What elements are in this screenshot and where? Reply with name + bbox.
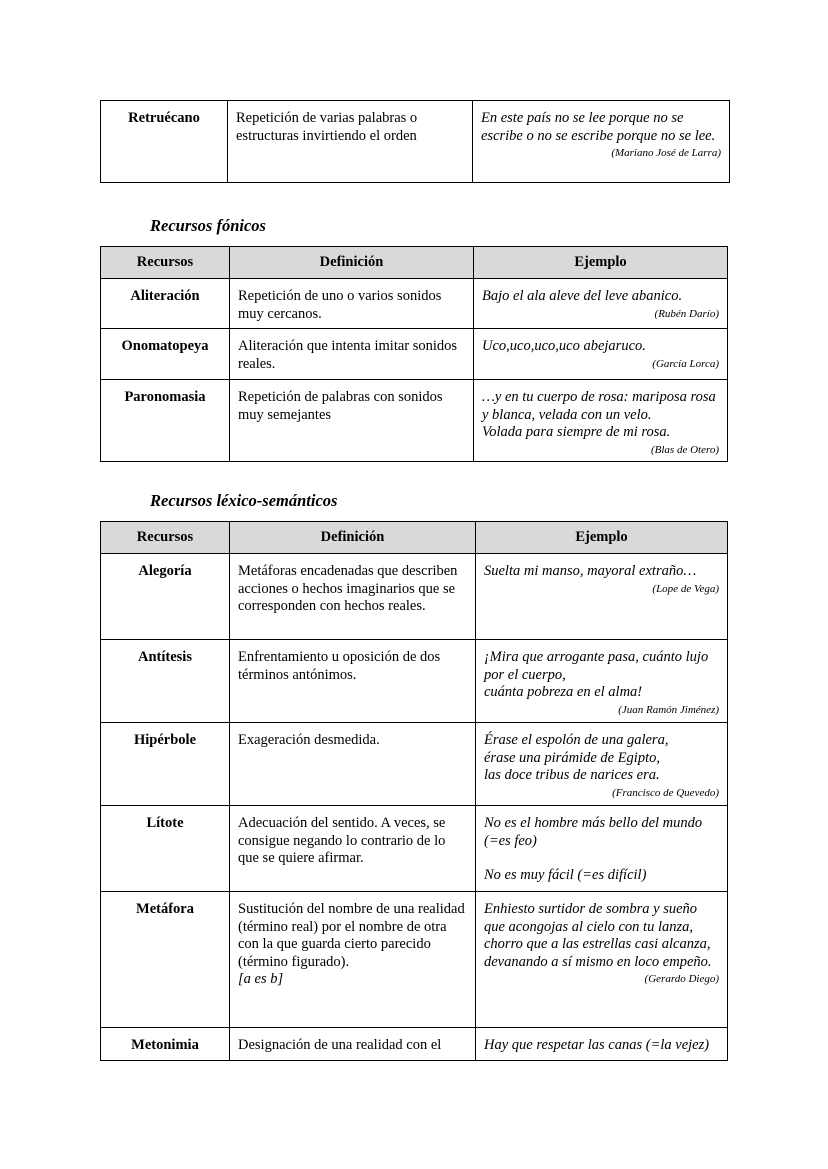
example-author: (Gerardo Diego) [644, 973, 719, 985]
term-cell: Hipérbole [101, 723, 230, 806]
header-recursos: Recursos [101, 522, 230, 554]
example-line: …y en tu cuerpo de rosa: mariposa rosa y blanca, velada con un velo. [482, 389, 716, 423]
example-author: (Rubén Darío) [654, 307, 719, 320]
example-line: Volada para siempre de mi rosa. [482, 424, 671, 440]
term-cell: Onomatopeya [101, 329, 230, 380]
fonicos-table [100, 246, 728, 462]
term-cell: Retruécano [101, 101, 228, 183]
header-ejemplo: Ejemplo [474, 247, 728, 279]
example-author: (Mariano José de Larra) [611, 147, 721, 159]
definition-cell: Exageración desmedida. [230, 723, 476, 806]
header-row [101, 522, 728, 554]
example-author: (García Lorca) [652, 357, 719, 370]
example-author: (Juan Ramón Jiménez) [618, 703, 719, 716]
example-cell [473, 101, 730, 183]
example-cell [476, 806, 728, 892]
example-line: Hay que respetar las canas (=la vejez) [484, 1037, 710, 1053]
example-line: Bajo el ala aleve del leve abanico. [482, 288, 683, 304]
header-ejemplo: Ejemplo [476, 522, 728, 554]
example-line: No es muy fácil (=es difícil) [484, 867, 647, 883]
section-title-fonicos: Recursos fónicos [150, 216, 266, 235]
example-line: cuánta pobreza en el alma! [484, 684, 643, 700]
example-line: érase una pirámide de Egipto, [484, 749, 660, 766]
definition-cell: Repetición de palabras con sonidos muy semejantes [230, 380, 474, 462]
example-cell [474, 380, 728, 462]
term-cell: Paronomasia [101, 380, 230, 462]
example-line: Érase el espolón de una galera, [484, 732, 669, 748]
table-row [101, 329, 728, 380]
section-title-lexico: Recursos léxico-semánticos [150, 491, 338, 510]
header-recursos: Recursos [101, 247, 230, 279]
line-gap [484, 850, 719, 867]
example-cell [474, 279, 728, 329]
example-cell [476, 554, 728, 640]
example-cell [476, 640, 728, 723]
example-cell [476, 892, 728, 1028]
definition-formula: [a es b] [238, 971, 284, 987]
definition-cell: Enfrentamiento u oposición de dos términos antónimos. [230, 640, 476, 723]
table-row [101, 101, 730, 183]
example-author: (Lope de Vega) [652, 582, 719, 595]
example-line: Suelta mi manso, mayoral extraño… [484, 563, 697, 579]
definition-cell: Adecuación del sentido. A veces, se consigue negando lo contrario de lo que se quiere afirmar. [230, 806, 476, 892]
definition-cell: Metáforas encadenadas que describen acciones o hechos imaginarios que se corresponden con hechos reales. [230, 554, 476, 640]
term-cell: Alegoría [101, 554, 230, 640]
example-line: Uco,uco,uco,uco abejaruco. [482, 338, 646, 354]
definition-cell: Designación de una realidad con el [230, 1028, 476, 1061]
table-row [101, 279, 728, 329]
example-line: las doce tribus de narices era. [484, 767, 660, 783]
header-definicion: Definición [230, 522, 476, 554]
term-cell: Metáfora [101, 892, 230, 1028]
definition-cell: Aliteración que intenta imitar sonidos reales. [230, 329, 474, 380]
definition-text: Sustitución del nombre de una realidad (término real) por el nombre de otra con la que guarda cierto parecido (término figurado). [238, 901, 465, 970]
example-cell [476, 1028, 728, 1061]
lexico-table [100, 521, 728, 1061]
example-line: No es el hombre más bello del mundo (=es feo) [484, 815, 703, 849]
definition-cell: Repetición de uno o varios sonidos muy cercanos. [230, 279, 474, 329]
definition-cell [230, 892, 476, 1028]
table-row [101, 554, 728, 640]
example-author: (Francisco de Quevedo) [612, 786, 719, 799]
example-line: En este país no se lee porque no se escribe o no se escribe porque no se lee. [481, 110, 716, 144]
table-row [101, 723, 728, 806]
example-author: (Blas de Otero) [650, 443, 719, 456]
header-row [101, 247, 728, 279]
example-line: devanando a sí mismo en loco empeño. [484, 953, 712, 970]
continued-table [100, 100, 730, 183]
table-row [101, 892, 728, 1028]
term-cell: Aliteración [101, 279, 230, 329]
example-line: Enhiesto surtidor de sombra y sueño que acongojas al cielo con tu lanza, chorro que a las estrellas casi alcanza, [484, 901, 711, 952]
table-row [101, 806, 728, 892]
term-cell: Antítesis [101, 640, 230, 723]
table-row [101, 640, 728, 723]
example-line: ¡Mira que arrogante pasa, cuánto lujo por el cuerpo, [484, 649, 709, 683]
definition-cell: Repetición de varias palabras o estructuras invirtiendo el orden [228, 101, 473, 183]
header-definicion: Definición [230, 247, 474, 279]
term-cell: Lítote [101, 806, 230, 892]
table-row [101, 380, 728, 462]
example-cell [476, 723, 728, 806]
example-cell [474, 329, 728, 380]
term-cell: Metonimia [101, 1028, 230, 1061]
table-row [101, 1028, 728, 1061]
